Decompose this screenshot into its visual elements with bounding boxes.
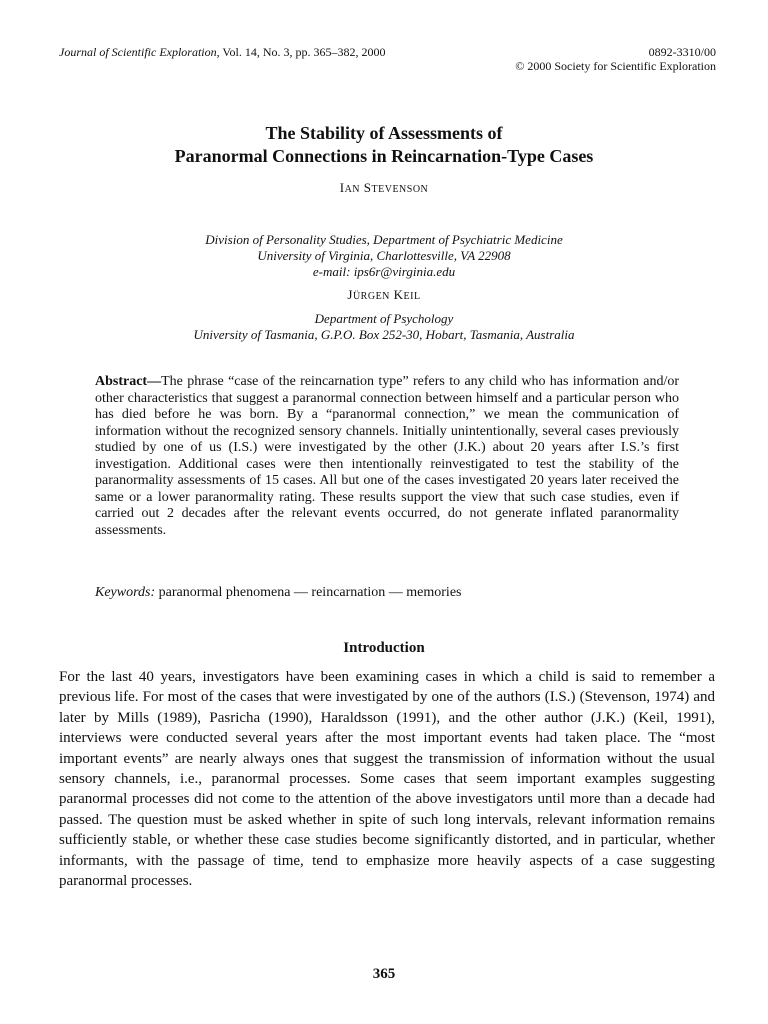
keywords-label: Keywords: — [95, 585, 156, 600]
title-line-1: The Stability of Assessments of — [265, 123, 503, 143]
paper-title — [0, 122, 768, 168]
section-heading-introduction: Introduction — [343, 640, 425, 656]
author-name-1: IAN STEVENSON — [339, 180, 429, 195]
journal-issue: , Vol. 14, No. 3, pp. 365–382, 2000 — [216, 45, 386, 59]
author-email: e-mail: ips6r@virginia.edu — [312, 264, 456, 279]
abstract-text: The phrase “case of the reincarnation type” refers to any child who has information and/or other characteristics that suggest a paranormal connection between himself and a particular person who has died before he was born. By a “paranormal connection,” we mean the communication of information without the recognized sensory channels. Initially unintentionally, several cases previously studied by one of us (I.S.) were investigated by the other (J.K.) about 20 years after I.S.’s first investigation. Additional cases were then intentionally reinvestigated to test the stability of the paranormality assessments of 15 cases. All but one of the cases investigated 20 years later received the same or a lower paranormality rating. These results support the view that such case studies, even if carried out 2 decades after the relevant events occurred, do not generate inflated paranormality assessments. — [95, 374, 679, 538]
copyright: © 2000 Society for Scientific Exploration — [515, 59, 716, 73]
page-number: 365 — [372, 966, 396, 982]
journal-name: Journal of Scientific Exploration — [59, 45, 217, 59]
title-line-2: Paranormal Connections in Reincarnation-Type Cases — [174, 146, 594, 166]
author-affiliation-1: Division of Personality Studies, Department of Psychiatric Medicine University of Virginia, Charlottesville, VA 22908 e-mail: ips6r@virginia.edu — [0, 232, 768, 280]
issn: 0892-3310/00 — [648, 45, 716, 59]
author-name-2: JÜRGEN KEIL — [347, 287, 421, 302]
running-header-right — [515, 45, 716, 73]
abstract — [95, 374, 679, 539]
introduction-paragraph: For the last 40 years, investigators have been examining cases in which a child is said to remember a previous life. For most of the cases that were investigated by one of the authors (I.S.) (Stevenson, 1974) and later by Mills (1989), Pasricha (1990), Haraldsson (1991), and the other author (J.K.) (Keil, 1991), interviews were conducted several years after the most important events had taken place. The “most important events” are nearly always ones that suggest the transmission of information without the usual sensory channels, i.e., paranormal processes. Some cases that seem important examples suggesting paranormal processes did not come to the attention of the above investigators until more than a decade had passed. The question must be asked whether in spite of such long intervals, relevant information remains sufficiently stable, or whether these case studies become significantly distorted, and in particular, whether informants, with the passage of time, tend to emphasize more heavily aspects of a case suggesting paranormal processes. — [59, 669, 715, 890]
author-affiliation-2: Department of Psychology University of Tasmania, G.P.O. Box 252-30, Hobart, Tasmania, Australia — [193, 311, 575, 342]
abstract-label: Abstract— — [95, 374, 162, 389]
running-header-citation — [59, 45, 386, 60]
keywords-text: paranormal phenomena — reincarnation — memories — [155, 585, 462, 600]
keywords — [95, 584, 679, 601]
